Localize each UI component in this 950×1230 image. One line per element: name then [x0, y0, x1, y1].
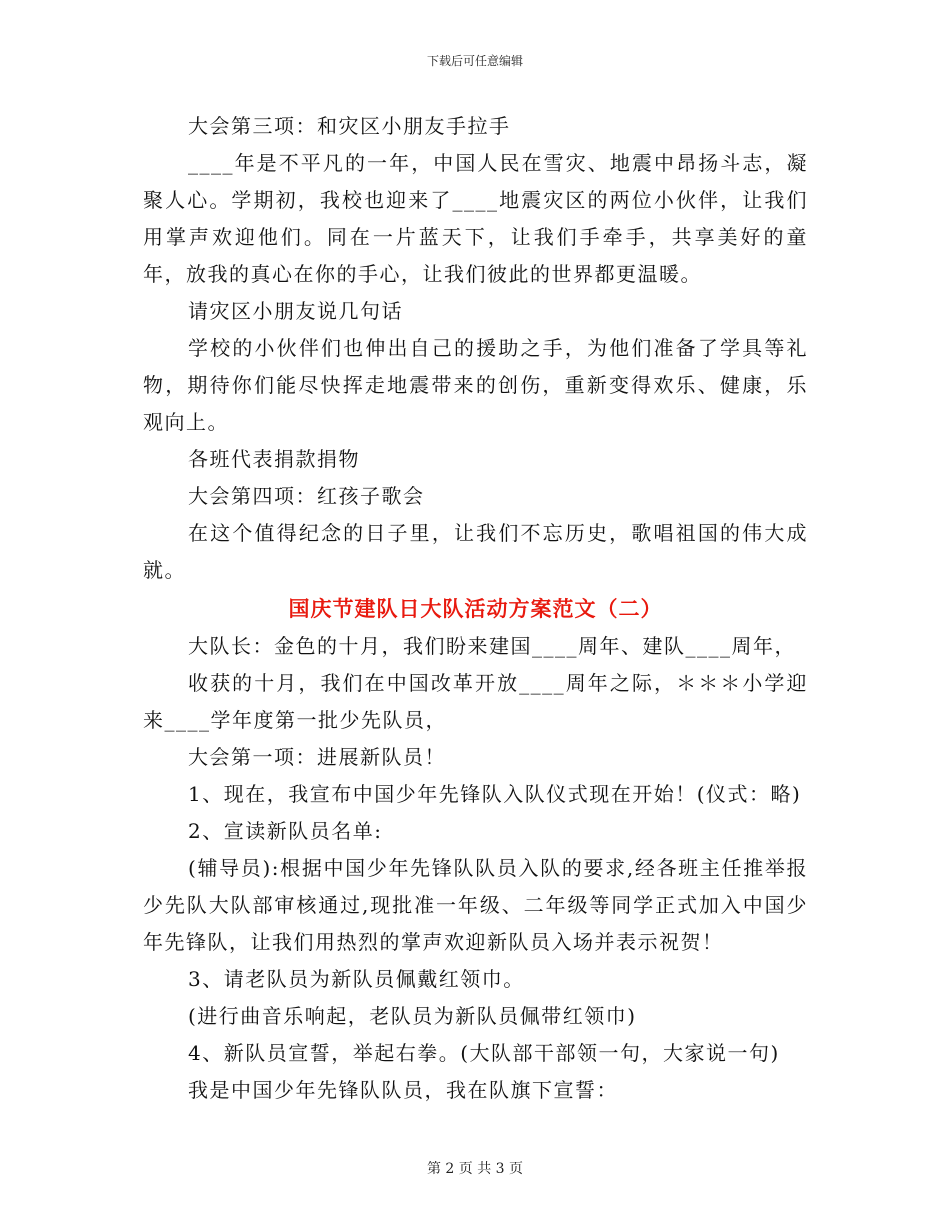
paragraph: 3、请老队员为新队员佩戴红领巾。	[188, 967, 525, 991]
paragraph: 学校的小伙伴们也伸出自己的援助之手，为他们准备了学具等礼物，期待你们能尽快挥走地震带来的创伤，重新变得欢乐、健康，乐观向上。	[143, 336, 808, 434]
paragraph: (辅导员):根据中国少年先锋队队员入队的要求,经各班主任推举报少先队大队部审核通过,现批准一年级、二年级等同学正式加入中国少年先锋队，让我们用热烈的掌声欢迎新队员入场并表示祝贺！	[143, 856, 808, 954]
paragraph: (进行曲音乐响起，老队员为新队员佩带红领巾)	[188, 1004, 637, 1028]
paragraph: 4、新队员宣誓，举起右拳。(大队部干部领一句，大家说一句)	[188, 1041, 780, 1065]
page-header: 下载后可任意编辑	[426, 54, 523, 68]
page-number: 第 2 页 共 3 页	[426, 1161, 524, 1177]
paragraph: 1、现在，我宣布中国少年先锋队入队仪式现在开始！(仪式：略)	[188, 782, 802, 806]
paragraph: 各班代表捐款捐物	[188, 447, 360, 471]
paragraph: 大队长：金色的十月，我们盼来建国____周年、建队____周年，	[188, 634, 796, 658]
paragraph: 大会第四项：红孩子歌会	[188, 484, 425, 508]
paragraph: 在这个值得纪念的日子里，让我们不忘历史，歌唱祖国的伟大成就。	[143, 521, 808, 582]
paragraph: 我是中国少年先锋队队员，我在队旗下宣誓：	[188, 1078, 618, 1102]
section-title: 国庆节建队日大队活动方案范文（二）	[288, 596, 663, 621]
paragraph: 请灾区小朋友说几句话	[188, 299, 403, 323]
paragraph: 2、宣读新队员名单:	[188, 819, 383, 843]
document-body	[143, 108, 808, 1109]
paragraph: 大会第一项：进展新队员！	[188, 745, 446, 769]
paragraph: 大会第三项：和灾区小朋友手拉手	[188, 114, 511, 138]
paragraph: 收获的十月，我们在中国改革开放____周年之际，＊＊＊小学迎来____学年度第一批少先队员，	[143, 671, 808, 732]
paragraph: ____年是不平凡的一年，中国人民在雪灾、地震中昂扬斗志，凝聚人心。学期初，我校也迎来了____地震灾区的两位小伙伴，让我们用掌声欢迎他们。同在一片蓝天下，让我们手牵手，共享美好的童年，放我的真心在你的手心，让我们彼此的世界都更温暖。	[143, 151, 808, 286]
